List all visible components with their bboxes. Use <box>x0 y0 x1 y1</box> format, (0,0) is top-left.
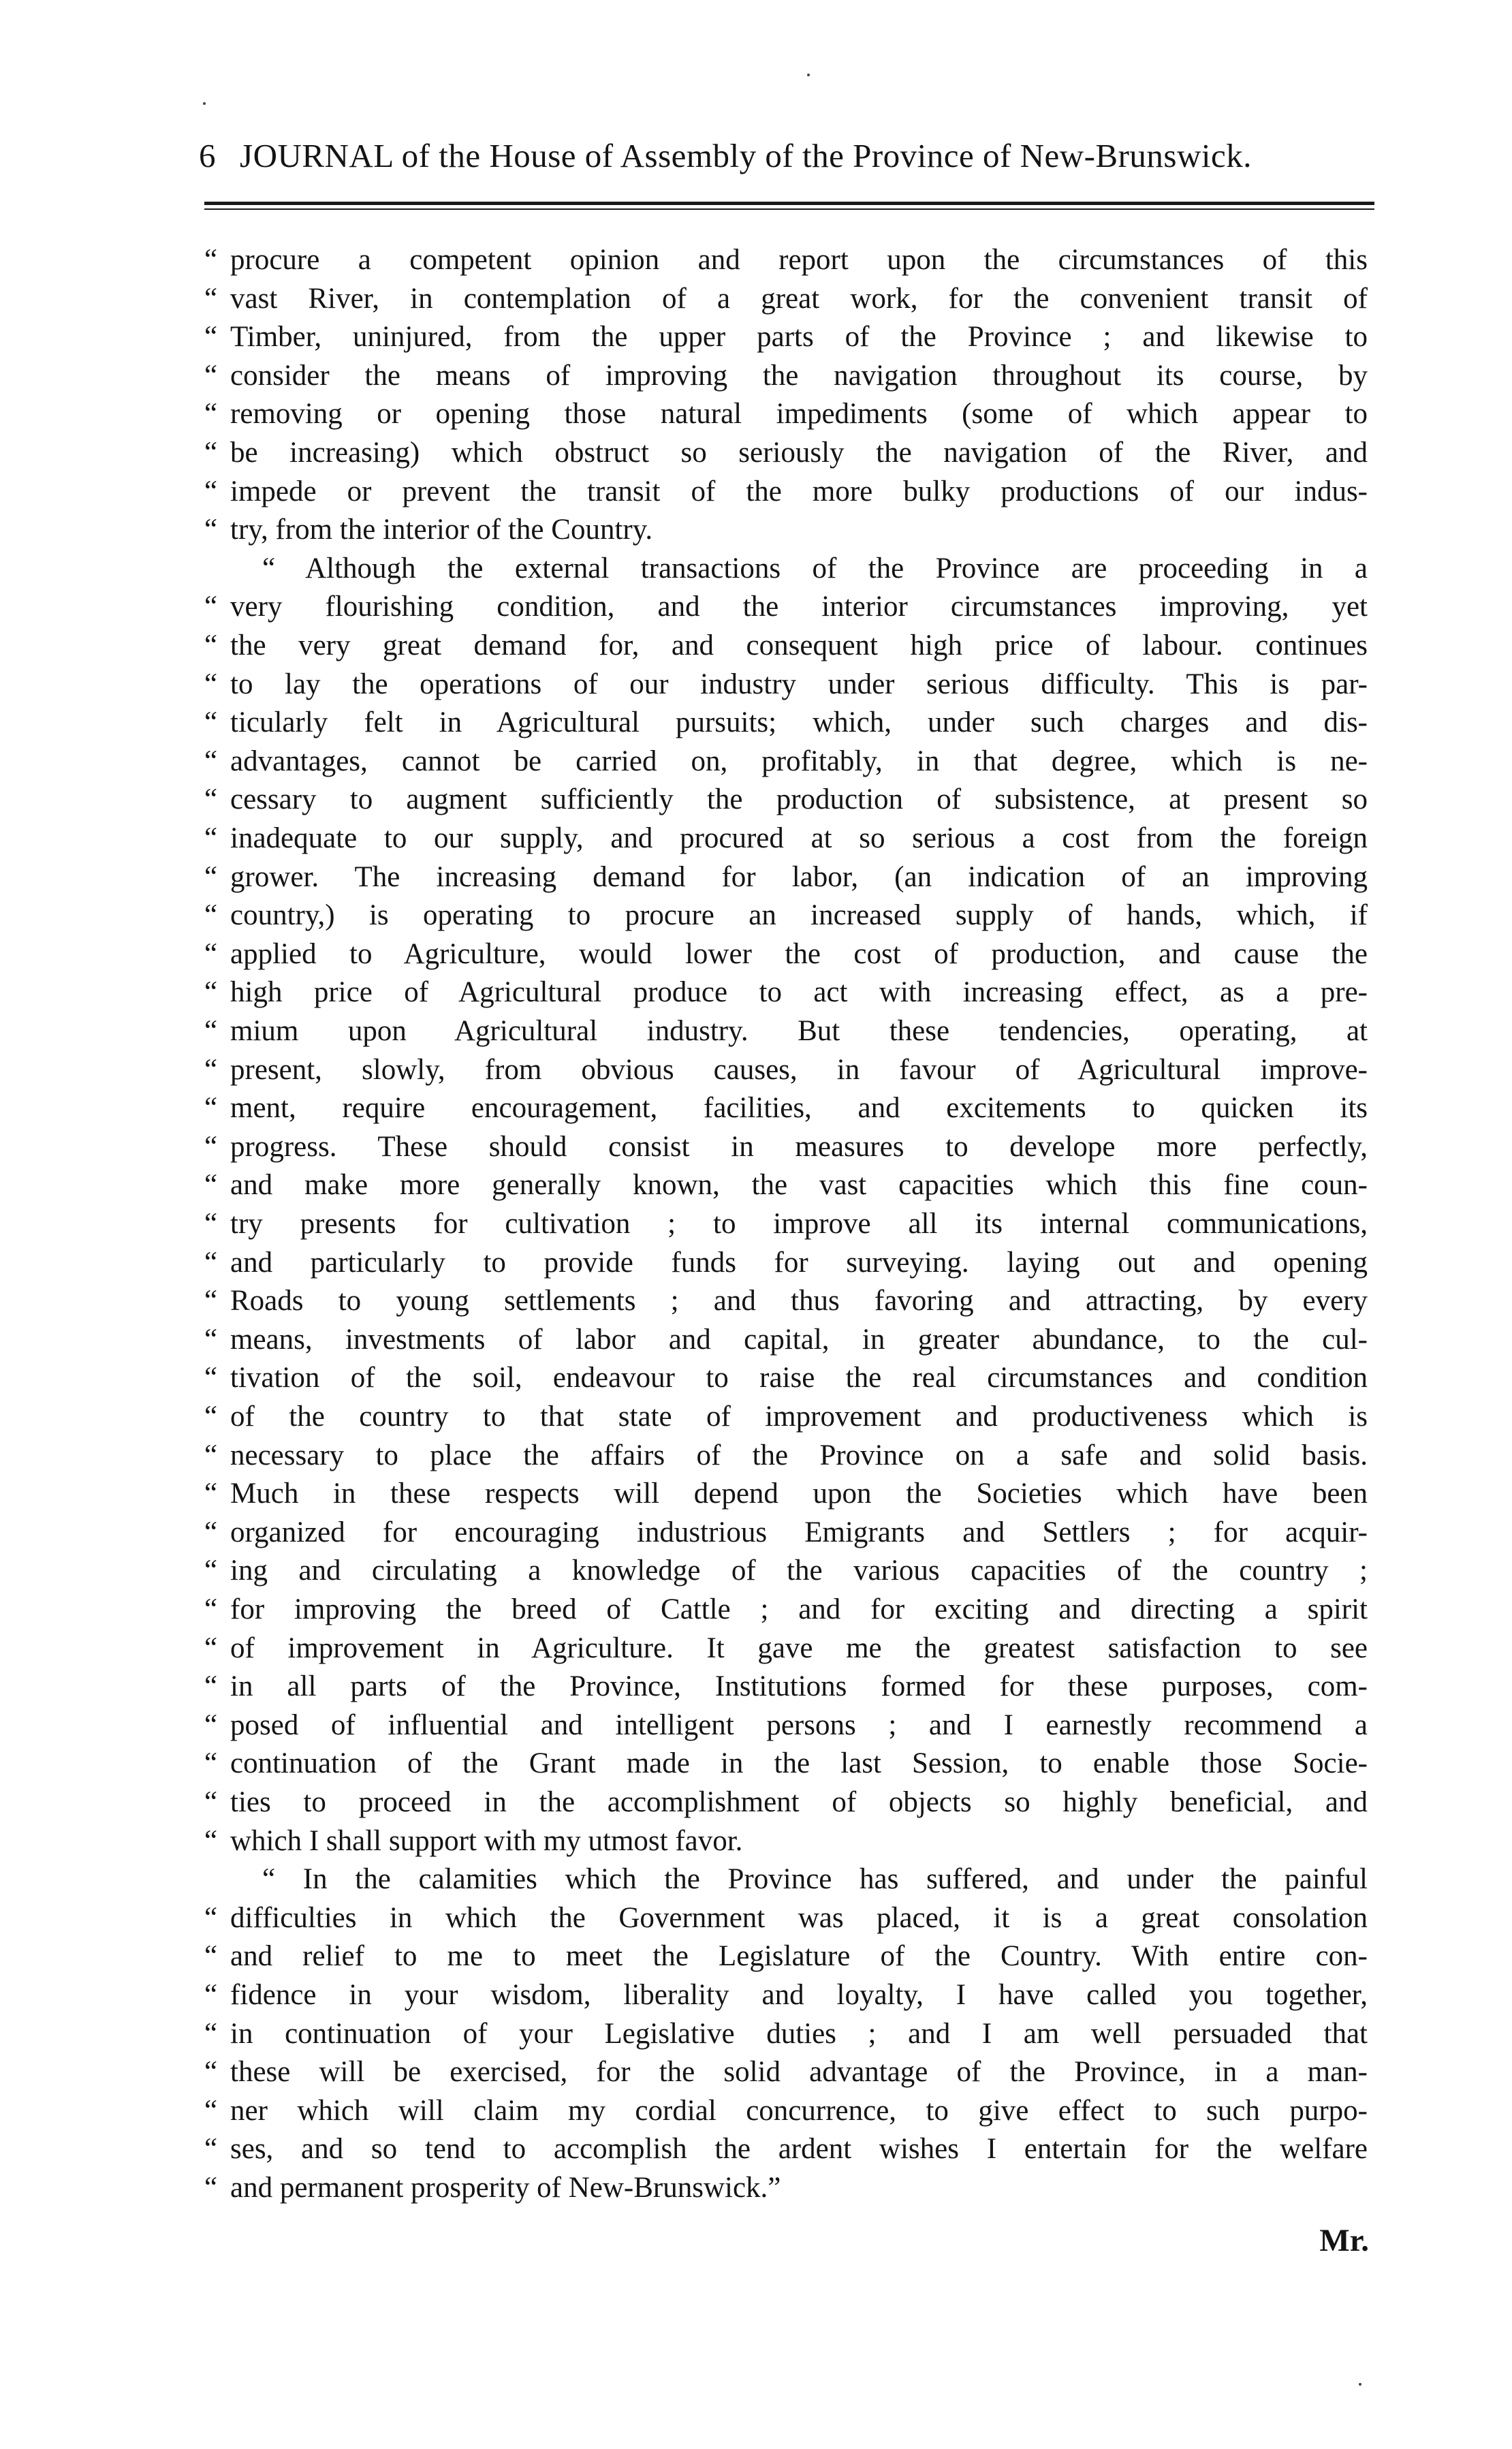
quote-mark: “ <box>204 514 218 546</box>
text-line <box>0 472 1512 512</box>
quote-mark: “ <box>204 1169 218 1201</box>
line-text: procure a competent opinion and report upon the circumstances of this <box>230 244 1368 276</box>
line-text: very flourishing condition, and the interior circumstances improving, yet <box>230 591 1368 623</box>
text-line <box>0 2053 1512 2092</box>
quote-mark: “ <box>204 1208 218 1240</box>
text-line <box>0 1706 1512 1745</box>
line-text: fidence in your wisdom, liberality and loyalty, I have called you together, <box>230 1979 1368 2011</box>
quote-mark: “ <box>204 1555 218 1587</box>
line-text: means, investments of labor and capital, in greater abundance, to the cul- <box>230 1324 1368 1356</box>
line-text: vast River, in contemplation of a great work, for the convenient transit of <box>230 283 1368 315</box>
text-line <box>0 1976 1512 2015</box>
quote-mark: “ <box>204 745 218 777</box>
line-text: try, from the interior of the Country. <box>230 514 653 546</box>
text-line <box>0 1243 1512 1283</box>
quote-mark: “ <box>204 591 218 623</box>
line-text: try presents for cultivation ; to improve all its internal communications, <box>230 1208 1368 1240</box>
line-text: ticularly felt in Agricultural pursuits; which, under such charges and dis- <box>230 706 1368 738</box>
line-text: in all parts of the Province, Institutions formed for these purposes, com- <box>230 1670 1368 1702</box>
line-text: “ In the calamities which the Province has suffered, and under the painful <box>262 1863 1368 1895</box>
line-text: be increasing) which obstruct so seriously the navigation of the River, and <box>230 437 1368 469</box>
text-line <box>0 549 1512 589</box>
text-line <box>0 1899 1512 1938</box>
quote-mark: “ <box>204 437 218 469</box>
text-line <box>0 2168 1512 2208</box>
line-text: necessary to place the affairs of the Province on a safe and solid basis. <box>230 1439 1368 1471</box>
line-text: ner which will claim my cordial concurrence, to give effect to such purpo- <box>230 2095 1368 2127</box>
line-text: and permanent prosperity of New-Brunswick.” <box>230 2172 781 2204</box>
line-text: grower. The increasing demand for labor, (an indication of an improving <box>230 861 1368 893</box>
text-line <box>0 394 1512 434</box>
quote-mark: “ <box>204 1439 218 1471</box>
line-text: high price of Agricultural produce to act with increasing effect, as a pre- <box>230 976 1368 1008</box>
line-text: ment, require encouragement, facilities, and excitements to quicken its <box>230 1092 1368 1124</box>
text-line <box>0 1474 1512 1514</box>
quote-mark: “ <box>204 1786 218 1818</box>
page-header <box>199 136 1370 180</box>
print-speck <box>1359 2383 1361 2386</box>
text-line <box>0 1281 1512 1321</box>
text-line <box>0 510 1512 550</box>
text-line <box>0 1744 1512 1783</box>
line-text: in continuation of your Legislative duties ; and I am well persuaded that <box>230 2018 1368 2050</box>
line-text: removing or opening those natural impediments (some of which appear to <box>230 398 1368 430</box>
line-text: for improving the breed of Cattle ; and for exciting and directing a spirit <box>230 1593 1368 1625</box>
quote-mark: “ <box>204 1902 218 1934</box>
quote-mark: “ <box>204 783 218 815</box>
text-line <box>0 587 1512 627</box>
quote-mark: “ <box>204 321 218 353</box>
text-line <box>0 279 1512 319</box>
quote-mark: “ <box>204 1131 218 1163</box>
line-text: and make more generally known, the vast capacities which this fine coun- <box>230 1169 1368 1201</box>
text-line <box>0 1513 1512 1553</box>
quote-mark: “ <box>204 1324 218 1356</box>
line-text: cessary to augment sufficiently the production of subsistence, at present so <box>230 783 1368 815</box>
text-line <box>0 2130 1512 2169</box>
line-text: Roads to young settlements ; and thus favoring and attracting, by every <box>230 1285 1368 1317</box>
text-line <box>0 2091 1512 2131</box>
line-text: Timber, uninjured, from the upper parts of the Province ; and likewise to <box>230 321 1368 353</box>
line-text: progress. These should consist in measures to develope more perfectly, <box>230 1131 1368 1163</box>
text-line <box>0 1937 1512 1976</box>
quote-mark: “ <box>204 283 218 315</box>
quote-mark: “ <box>204 398 218 430</box>
text-line <box>0 1667 1512 1706</box>
quote-mark: “ <box>204 629 218 661</box>
quote-mark: “ <box>204 976 218 1008</box>
quote-mark: “ <box>204 1401 218 1433</box>
quote-mark: “ <box>204 1247 218 1279</box>
text-line <box>0 1320 1512 1360</box>
quote-mark: “ <box>204 244 218 276</box>
text-line <box>0 626 1512 666</box>
print-speck <box>807 74 810 76</box>
text-line <box>0 317 1512 357</box>
line-text: ses, and so tend to accomplish the ardent wishes I entertain for the welfare <box>230 2133 1368 2165</box>
text-line <box>0 1089 1512 1128</box>
quote-mark: “ <box>204 2018 218 2050</box>
line-text: Much in these respects will depend upon the Societies which have been <box>230 1478 1368 1510</box>
quote-mark: “ <box>204 1825 218 1857</box>
line-text: organized for encouraging industrious Emigrants and Settlers ; for acquir- <box>230 1516 1368 1548</box>
line-text: ing and circulating a knowledge of the various capacities of the country ; <box>230 1555 1368 1587</box>
quote-mark: “ <box>204 1054 218 1086</box>
line-text: advantages, cannot be carried on, profitably, in that degree, which is ne- <box>230 745 1368 777</box>
quote-mark: “ <box>204 2133 218 2165</box>
text-line <box>0 1397 1512 1437</box>
quote-mark: “ <box>204 1516 218 1548</box>
quote-mark: “ <box>204 1747 218 1779</box>
line-text: inadequate to our supply, and procured at so serious a cost from the foreign <box>230 822 1368 854</box>
text-line <box>0 973 1512 1012</box>
text-line <box>0 1436 1512 1476</box>
line-text: tivation of the soil, endeavour to raise the real circumstances and condition <box>230 1362 1368 1394</box>
text-line <box>0 1050 1512 1090</box>
running-title: JOURNAL of the House of Assembly of the Province of New-Brunswick. <box>240 137 1252 174</box>
text-line <box>0 1551 1512 1591</box>
quote-mark: “ <box>204 822 218 854</box>
text-line <box>0 1012 1512 1051</box>
quote-mark: “ <box>204 938 218 970</box>
line-text: difficulties in which the Government was placed, it is a great consolation <box>230 1902 1368 1934</box>
line-text: consider the means of improving the navigation throughout its course, by <box>230 360 1368 392</box>
text-line <box>0 240 1512 280</box>
page-number: 6 <box>199 137 216 174</box>
line-text: of improvement in Agriculture. It gave me the greatest satisfaction to see <box>230 1632 1368 1664</box>
text-line <box>0 935 1512 974</box>
quote-mark: “ <box>204 1940 218 1972</box>
text-line <box>0 742 1512 781</box>
text-line <box>0 2014 1512 2054</box>
line-text: which I shall support with my utmost favor. <box>230 1825 743 1857</box>
text-line <box>0 1783 1512 1822</box>
quote-mark: “ <box>204 1285 218 1317</box>
line-text: and relief to me to meet the Legislature of the Country. With entire con- <box>230 1940 1368 1972</box>
text-line <box>0 1127 1512 1167</box>
line-text: ties to proceed in the accomplishment of objects so highly beneficial, and <box>230 1786 1368 1818</box>
text-line <box>0 1166 1512 1205</box>
quote-mark: “ <box>204 1478 218 1510</box>
line-text: to lay the operations of our industry under serious difficulty. This is par- <box>230 668 1368 700</box>
text-line <box>0 819 1512 858</box>
text-line <box>0 665 1512 704</box>
text-line <box>0 858 1512 897</box>
quote-mark: “ <box>204 2172 218 2204</box>
quote-mark: “ <box>204 1670 218 1702</box>
line-text: country,) is operating to procure an increased supply of hands, which, if <box>230 899 1368 931</box>
text-line <box>0 1629 1512 1668</box>
text-line <box>0 356 1512 396</box>
quote-mark: “ <box>204 1979 218 2011</box>
line-text: these will be exercised, for the solid advantage of the Province, in a man- <box>230 2056 1368 2088</box>
quote-mark: “ <box>204 899 218 931</box>
text-line <box>0 1822 1512 1861</box>
quote-mark: “ <box>204 360 218 392</box>
text-line <box>0 1358 1512 1398</box>
quote-mark: “ <box>204 706 218 738</box>
line-text: continuation of the Grant made in the last Session, to enable those Socie- <box>230 1747 1368 1779</box>
text-line <box>0 1590 1512 1629</box>
quote-mark: “ <box>204 1015 218 1047</box>
text-line <box>0 433 1512 473</box>
quote-mark: “ <box>204 1362 218 1394</box>
text-line <box>0 1860 1512 1899</box>
quote-mark: “ <box>204 475 218 508</box>
line-text: “ Although the external transactions of the Province are proceeding in a <box>262 552 1368 584</box>
line-text: mium upon Agricultural industry. But these tendencies, operating, at <box>230 1015 1368 1047</box>
quote-mark: “ <box>204 2095 218 2127</box>
line-text: of the country to that state of improvement and productiveness which is <box>230 1401 1368 1433</box>
quote-mark: “ <box>204 1632 218 1664</box>
text-line <box>0 896 1512 935</box>
line-text: applied to Agriculture, would lower the cost of production, and cause the <box>230 938 1368 970</box>
quote-mark: “ <box>204 2056 218 2088</box>
line-text: the very great demand for, and consequent high price of labour. continues <box>230 629 1368 661</box>
print-speck <box>203 102 206 105</box>
quote-mark: “ <box>204 1092 218 1124</box>
quote-mark: “ <box>204 1593 218 1625</box>
quote-mark: “ <box>204 861 218 893</box>
line-text: present, slowly, from obvious causes, in favour of Agricultural improve- <box>230 1054 1368 1086</box>
catchword: Mr. <box>1319 2223 1369 2258</box>
quote-mark: “ <box>204 668 218 700</box>
text-line <box>0 780 1512 820</box>
text-line <box>0 703 1512 743</box>
header-double-rule <box>204 202 1374 210</box>
line-text: posed of influential and intelligent persons ; and I earnestly recommend a <box>230 1709 1368 1741</box>
line-text: impede or prevent the transit of the more bulky productions of our indus- <box>230 475 1368 508</box>
text-line <box>0 1204 1512 1244</box>
line-text: and particularly to provide funds for surveying. laying out and opening <box>230 1247 1368 1279</box>
quote-mark: “ <box>204 1709 218 1741</box>
